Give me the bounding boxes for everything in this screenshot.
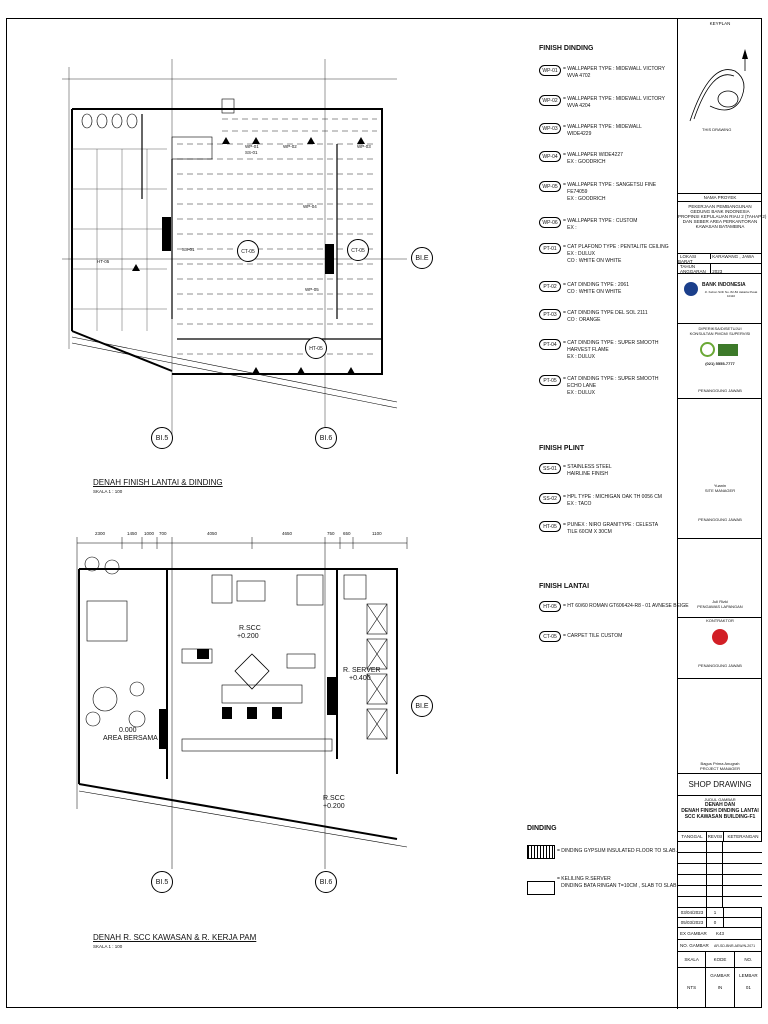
legend-title-plint: FINISH PLINT [539, 445, 585, 452]
rev-date: 05/03/2023 [678, 918, 707, 927]
pm-role: PROJECT MANAGER [700, 766, 740, 771]
keyplan-drawing [680, 31, 760, 141]
foot-value: 01 [745, 985, 751, 990]
room-level: 0.000 [119, 727, 137, 734]
foot-value: IN [706, 968, 734, 1007]
legend-desc: = CAT DINDING TYPE : SUPER SMOOTH HARVEST FLAME EX : DULUX [563, 340, 659, 360]
legend-desc: = WALLPAPER TYPE : MIDEWALL WIDE4229 [563, 124, 642, 137]
location-label: LOKASI [678, 254, 711, 259]
wall-swatch-gypsum [527, 845, 555, 859]
room-tag: WP-02 [283, 144, 297, 149]
legend-desc: = HPL TYPE : MICHIGAN OAK TH 0056 CM EX : TACO [563, 494, 662, 507]
legend-code: PT-05 [539, 375, 561, 386]
legend-desc: = PUNEX : NIRO GRANITYPE : CELESTA TILE 60CM X 30CM [563, 522, 659, 535]
legend-desc: = CAT PLAFOND TYPE : PENTALITE CEILING EX : DULUX CO : WHITE ON WHITE [563, 244, 669, 264]
legend-desc: = HT 60/60 ROMAN GT606424-R8 - 01 AVNESE BEIGE [563, 603, 689, 609]
legend-desc: = WALLPAPER TYPE : CUSTOM EX : [563, 218, 638, 231]
plan-scale: SKALA 1 : 100 [93, 944, 123, 949]
rev-blank [678, 842, 762, 908]
legend-code: SS-01 [539, 463, 561, 474]
legend-code: WP-02 [539, 95, 561, 106]
contractor-label: KONTRAKTOR [678, 617, 762, 623]
consultant-logo-icon [700, 342, 740, 358]
legend-code: HT-05 [539, 521, 561, 532]
legend-desc: = STAINLESS STEEL HAIRLINE FINISH [563, 464, 612, 477]
contractor-box [678, 539, 762, 679]
rev-header [678, 832, 762, 842]
sign2-sub: PENANGGUNG JAWAB [698, 517, 742, 522]
grid-bubble: BI.5 [151, 871, 173, 893]
location-value: KARAWANG , JAWA BARAT [678, 254, 754, 264]
keyplan-label: KEYPLAN [709, 21, 731, 26]
legend-desc: = CAT DINDING TYPE DEL SOL 2111 CO : ORANGE [563, 310, 648, 323]
dimension: 700 [159, 531, 167, 536]
sign3-role: PENGAWAS LAPANGAN [697, 604, 743, 609]
legend-title-lantai: FINISH LANTAI [539, 583, 590, 590]
plan-title: DENAH R. SCC KAWASAN & R. KERJA PAM [93, 933, 257, 942]
rev-header-date: TANGGAL [678, 832, 707, 841]
legend-desc: = WALLPAPER TYPE : MIDEWALL VICTORY WVA 4702 [563, 66, 666, 79]
room-name: R. SERVER [343, 667, 381, 674]
legend-code: PT-01 [539, 243, 561, 254]
project-box [678, 194, 767, 254]
judul-box [678, 796, 762, 832]
owner-name: BANK INDONESIA [702, 282, 746, 288]
ex-gambar-value: K43 [716, 931, 725, 936]
rev-header-rev: REVISI [707, 834, 723, 839]
judul-value: DENAH DAN DENAH FINISH DINDING LANTAI SCC KAWASAN BUILDING-F1 [681, 802, 759, 820]
plan-scale: SKALA 1 : 100 [93, 489, 123, 494]
floor-label: CT-05 [237, 240, 259, 262]
wall-desc: = DINDING GYPSUM INSULATED FLOOR TO SLAB. [557, 848, 677, 854]
grid-bubble: BI.5 [151, 427, 173, 449]
plan-scc-room [7, 509, 527, 979]
plan-scc-drawing [7, 509, 527, 979]
foot-header: KODE GAMBAR [706, 952, 734, 967]
sign2-box [678, 399, 762, 539]
wall-swatch-bata [527, 881, 555, 895]
consultant-phone: (021) 5555-7777 [705, 361, 735, 366]
sign2-role: SITE MANAGER [704, 488, 736, 493]
legend-code: SS-02 [539, 493, 561, 504]
grid-bubble: BI.6 [315, 871, 337, 893]
room-tag: WP-01 [245, 144, 259, 149]
wall-desc: = KELILING R.SERVER DINDING BATA RINGAN T=10CM , SLAB TO SLAB [557, 876, 677, 889]
legend-title-dinding: FINISH DINDING [539, 45, 594, 52]
bank-logo-icon [684, 282, 698, 296]
rev-number: 0 [707, 918, 724, 927]
north-arrow-icon [742, 49, 748, 59]
sign2-name: Yuanin [713, 483, 727, 488]
rev-row [678, 918, 762, 928]
supervisor-label: DIPERIKSA/DISETUJUI KONSULTAN PMCM/ SUPERVISI [689, 326, 751, 336]
foot-header: SKALA [678, 952, 706, 967]
plan-title: DENAH FINISH LANTAI & DINDING [93, 478, 223, 487]
legend-code: PT-03 [539, 309, 561, 320]
pm-name: Bagus Prima Anugrah [700, 761, 740, 766]
consultant-box [678, 324, 762, 399]
legend-desc: = WALLPAPER TYPE : SANGETSU FINE FE74059 EX : GOODRICH [563, 182, 657, 202]
legend-code: PT-04 [539, 339, 561, 350]
doc-type [678, 774, 762, 796]
legend-code: WP-04 [539, 151, 561, 162]
floor-label: HT-05 [305, 337, 327, 359]
owner-sub: Jl. Kebon Sirih No. 82-84 Jakarta Pusat 10110 [704, 290, 758, 298]
plan-finish-floor-wall [7, 19, 527, 499]
grid-bubble: BI.6 [315, 427, 337, 449]
no-gambar-value: AR-SD-BNR-AEW/N-2071 [714, 944, 756, 948]
dimension: 1450 [127, 531, 138, 536]
legend-desc: = CAT DINDING TYPE : SUPER SMOOTH ECHO LANE EX : DULUX [563, 376, 659, 396]
room-name: AREA BERSAMA [103, 735, 158, 742]
legend-desc: = WALLPAPER WIDE4227 EX : GOODRICH [563, 152, 623, 165]
foot-value: NTS [678, 968, 706, 1007]
rev-row [678, 908, 762, 918]
doc-type-label: SHOP DRAWING [688, 780, 752, 789]
rev-number: 1 [707, 908, 724, 917]
room-tag: WP-05 [305, 287, 319, 292]
owner-box [678, 274, 762, 324]
keyplan-box [678, 19, 762, 194]
legend-code: WP-01 [539, 65, 561, 76]
contractor-logo-icon [712, 629, 728, 645]
keyplan-this-drawing: THIS DRAWING [702, 127, 732, 132]
room-level: +0.400 [349, 675, 371, 682]
sign1-role: PENANGGUNG JAWAB [698, 388, 742, 393]
sign3-name: Juli Rizki [712, 599, 728, 604]
room-tag: WP-04 [303, 204, 317, 209]
room-level: +0.200 [237, 633, 259, 640]
foot-value-row [678, 968, 762, 1007]
room-name: R.SCC [239, 625, 261, 632]
legend-title-dinding-type: DINDING [527, 825, 557, 832]
sign4-role: PENANGGUNG JAWAB [698, 663, 742, 668]
dimension: 650 [343, 531, 351, 536]
dimension: 4050 [207, 531, 218, 536]
year-value: 2023 [712, 269, 723, 274]
year-row [678, 264, 762, 274]
room-level: +0.200 [323, 803, 345, 810]
legend-code: WP-05 [539, 181, 561, 192]
grid-bubble: BI.E [411, 247, 433, 269]
plan-finish-drawing [7, 19, 527, 499]
ex-gambar-label: EX GAMBAR [680, 931, 707, 936]
room-name: R.SCC [323, 795, 345, 802]
dimension: 750 [327, 531, 335, 536]
legend-desc: = WALLPAPER TYPE : MIDEWALL VICTORY WVA 4204 [563, 96, 666, 109]
legend-desc: = CARPET TILE CUSTOM [563, 633, 623, 639]
pm-box [678, 679, 762, 774]
room-tag: WP-03 [357, 144, 371, 149]
room-tag: HT-05 [97, 259, 110, 264]
foot-header-row [678, 952, 762, 978]
project-label: NAMA PROYEK [678, 194, 762, 202]
year-label: TAHUN ANGGARAN [678, 264, 711, 274]
dimension: 1000 [144, 531, 155, 536]
legend-code: WP-03 [539, 123, 561, 134]
foot-header: NO. LEMBAR [739, 957, 758, 978]
no-gambar-row [678, 940, 762, 952]
room-tag: SS-01 [182, 247, 195, 252]
rev-date: 03/04/2023 [678, 908, 707, 917]
legend-code: CT-05 [539, 631, 561, 642]
legend-code: HT-05 [539, 601, 561, 612]
legend-code: WP-06 [539, 217, 561, 228]
drawing-sheet [6, 18, 767, 1008]
legend-desc: = CAT DINDING TYPE : 2061 CO : WHITE ON WHITE [563, 282, 629, 295]
no-gambar-label: NO. GAMBAR [680, 943, 709, 948]
title-block [677, 19, 767, 1009]
location-row [678, 254, 762, 264]
judul-label: JUDUL GAMBAR [704, 797, 736, 802]
floor-label: CT-05 [347, 239, 369, 261]
rev-header-desc: KETERANGAN [727, 834, 759, 839]
grid-bubble: BI.E [411, 695, 433, 717]
ex-gambar-row [678, 928, 762, 940]
legend-code: PT-02 [539, 281, 561, 292]
dimension: 4650 [282, 531, 293, 536]
room-tag: SS-01 [245, 150, 258, 155]
dimension: 1100 [372, 531, 382, 536]
dimension: 2300 [95, 531, 106, 536]
project-name: PEKERJAAN PEMBANGUNAN GEDUNG BANK INDONESIA PROPINSI KEPULAUAN RIAU 2 (TAHAP 2) DAN SEBER AREA PERKANTORAN KAWASAN BATAMBINA [678, 204, 767, 229]
